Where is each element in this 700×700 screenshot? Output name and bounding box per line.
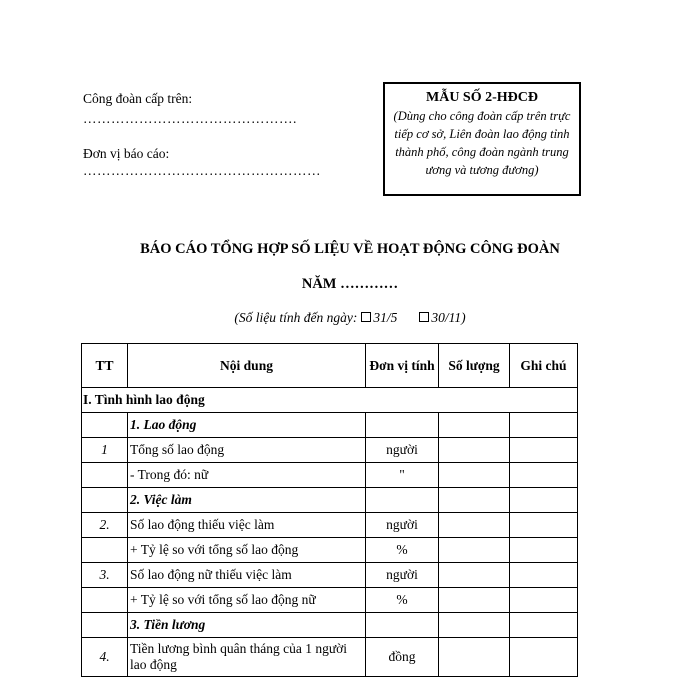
row-quantity[interactable] — [439, 463, 510, 488]
row-note[interactable] — [510, 613, 578, 638]
row-note[interactable] — [510, 488, 578, 513]
row-tt: 1 — [82, 438, 128, 463]
row-tt: 3. — [82, 563, 128, 588]
checkbox-icon[interactable] — [419, 312, 429, 322]
reporting-unit-label: Đơn vị báo cáo: — [83, 146, 170, 161]
header-content: Nội dung — [128, 344, 366, 388]
row-quantity[interactable] — [439, 488, 510, 513]
row-note[interactable] — [510, 463, 578, 488]
row-unit: đồng — [366, 638, 439, 677]
row-note[interactable] — [510, 563, 578, 588]
row-tt — [82, 538, 128, 563]
row-quantity[interactable] — [439, 588, 510, 613]
table-row — [82, 588, 578, 613]
row-tt: 4. — [82, 638, 128, 677]
table-row — [82, 563, 578, 588]
row-unit — [366, 413, 439, 438]
option-31-5: 31/5 — [373, 310, 398, 325]
header-quantity: Số lượng — [439, 344, 510, 388]
row-tt — [82, 588, 128, 613]
table-row — [82, 488, 578, 513]
table-row — [82, 613, 578, 638]
row-content: + Tỷ lệ so với tổng số lao động nữ — [128, 588, 366, 613]
row-content: + Tỷ lệ so với tổng số lao động — [128, 538, 366, 563]
row-unit — [366, 613, 439, 638]
row-unit: người — [366, 513, 439, 538]
row-content: Số lao động nữ thiếu việc làm — [128, 563, 366, 588]
checkbox-icon[interactable] — [361, 312, 371, 322]
row-quantity[interactable] — [439, 638, 510, 677]
section-title: I. Tình hình lao động — [82, 388, 578, 413]
row-quantity[interactable] — [439, 613, 510, 638]
row-tt: 2. — [82, 513, 128, 538]
row-content: Tiền lương bình quân tháng của 1 người lao động — [128, 638, 366, 677]
row-note[interactable] — [510, 588, 578, 613]
table-row — [82, 413, 578, 438]
row-quantity[interactable] — [439, 438, 510, 463]
row-quantity[interactable] — [439, 513, 510, 538]
report-title: BÁO CÁO TỔNG HỢP SỐ LIỆU VỀ HOẠT ĐỘNG CÔNG ĐOÀN — [140, 241, 560, 257]
row-unit: " — [366, 463, 439, 488]
data-as-of-prefix: (Số liệu tính đến ngày: — [234, 310, 358, 325]
data-as-of — [0, 310, 700, 326]
report-year: NĂM ………… — [301, 276, 399, 292]
table-row — [82, 463, 578, 488]
header-tt: TT — [82, 344, 128, 388]
row-unit — [366, 488, 439, 513]
row-note[interactable] — [510, 538, 578, 563]
row-content: Tổng số lao động — [128, 438, 366, 463]
row-unit: người — [366, 563, 439, 588]
row-content: 2. Việc làm — [128, 488, 366, 513]
reporting-unit-field: …………………………………………… — [83, 163, 321, 178]
report-table — [81, 343, 578, 677]
table-row — [82, 513, 578, 538]
row-unit: % — [366, 538, 439, 563]
row-content: 3. Tiền lương — [128, 613, 366, 638]
form-code-box — [383, 82, 581, 196]
row-note[interactable] — [510, 638, 578, 677]
row-unit: % — [366, 588, 439, 613]
form-code: MẪU SỐ 2-HĐCĐ — [426, 90, 538, 105]
table-row — [82, 538, 578, 563]
row-quantity[interactable] — [439, 563, 510, 588]
option-30-11: 30/11) — [431, 310, 466, 325]
table-header-row — [82, 344, 578, 388]
row-tt — [82, 613, 128, 638]
header-note: Ghi chú — [510, 344, 578, 388]
table-row — [82, 438, 578, 463]
row-tt — [82, 463, 128, 488]
table-row — [82, 638, 578, 677]
row-note[interactable] — [510, 438, 578, 463]
row-quantity[interactable] — [439, 538, 510, 563]
header-unit: Đơn vị tính — [366, 344, 439, 388]
row-unit: người — [366, 438, 439, 463]
row-tt — [82, 488, 128, 513]
row-quantity[interactable] — [439, 413, 510, 438]
form-usage-note: (Dùng cho công đoàn cấp trên trực tiếp cơ sở, Liên đoàn lao động tỉnh thành phố, công đoàn ngành trung ương và tương đương) — [393, 109, 571, 177]
row-content: 1. Lao động — [128, 413, 366, 438]
row-content: - Trong đó: nữ — [128, 463, 366, 488]
section-row — [82, 388, 578, 413]
row-note[interactable] — [510, 513, 578, 538]
upper-union-field: ………………………………………. — [83, 111, 297, 126]
row-content: Số lao động thiếu việc làm — [128, 513, 366, 538]
upper-union-label: Công đoàn cấp trên: — [83, 91, 193, 106]
row-tt — [82, 413, 128, 438]
row-note[interactable] — [510, 413, 578, 438]
